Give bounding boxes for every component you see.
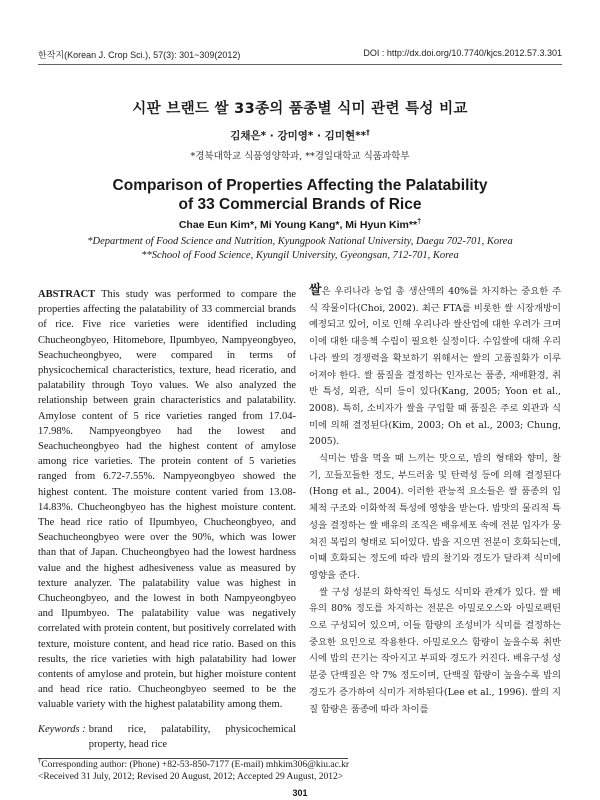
page-number: 301 (292, 788, 308, 798)
drop-cap: 쌀 (309, 283, 322, 298)
corresponding-mark: † (366, 127, 370, 137)
journal-citation: 한작지(Korean J. Crop Sci.), 57(3): 301~309(2012) (38, 50, 241, 60)
body-paragraph-1-text: 은 우리나라 농업 총 생산액의 40%를 차지하는 중요한 주식 작물이다(Choi, 2002). 최근 FTA를 비롯한 쌀 시장개방이 예정되고 있어, 이로 인해 우리나라 쌀산업에 대한 우려가 크며 이에 대한 대응책 수립이 필요한 실정이다. 수입쌀에 대해 우리나라 쌀의 경쟁력을 확보하기 위해서는 쌀의 고품질화가 이루어져야 한다. 쌀 품질을 결정하는 인자로는 품종, 재배환경, 취반 특성, 외관, 식미 등이 있다(Kang, 2005; Yoon et al., 2008). 특히, 소비자가 쌀을 구입할 때 품질은 주로 외관과 식미에 의해 결정된다(Kim, 2003; Oh et al., 2003; Chung, 2005). (309, 286, 561, 448)
english-authors (0, 216, 600, 231)
abstract-body (38, 287, 296, 713)
korean-affiliation: *경북대학교 식품영양학과, **경일대학교 식품과학부 (190, 151, 410, 162)
english-title-line2: of 33 Commercial Brands of Rice (178, 196, 422, 213)
english-author-names: Chae Eun Kim*, Mi Young Kang*, Mi Hyun Kim** (178, 219, 418, 231)
keywords-text: brand rice, palatability, physicochemical property, head rice (88, 723, 296, 750)
english-title-line1: Comparison of Properties Affecting the Palatability (112, 177, 488, 194)
keywords-label: Keywords : (38, 723, 86, 735)
english-title (0, 176, 600, 214)
footnote-received: <Received 31 July, 2012; Revised 20 August, 2012; Accepted 29 August, 2012> (38, 772, 344, 782)
introduction-column (309, 283, 561, 718)
abstract-column (38, 287, 296, 752)
korean-author-names: 김채은* · 강미영* · 김미현** (230, 130, 367, 142)
corresponding-mark-en: † (417, 216, 422, 226)
header-rule (38, 64, 562, 65)
english-affiliation-2: **School of Food Science, Kyungil University, Gyeongsan, 712-701, Korea (141, 250, 459, 261)
footnote-corresponding-text: Corresponding author: (Phone) +82-53-850-7177 (E-mail) mhkim306@kiu.ac.kr (41, 760, 350, 770)
body-paragraph-3: 쌀 구성 성분의 화학적인 특성도 식미와 관계가 있다. 쌀 배유의 80% 정도를 차지하는 전분은 아밀로오스와 아밀로펙틴으로 구성되어 있으며, 이들 함량의 조성비가 식미를 결정하는 중요한 요인으로 작용한다. 아밀로오스 함량이 높을수록 취반 시에 밥의 끈기는 작아지고 부피와 경도가 커진다. 배유구성 성분중 단백질은 약 7% 정도이며, 단백질 함량이 높을수록 밥의 경도가 증가하여 식미가 저하된다(Lee et al., 1996). 쌀의 지질 함량은 품종에 따라 차이를 (309, 586, 561, 715)
footnote-corresponding (38, 757, 350, 770)
korean-title: 시판 브랜드 쌀 33종의 품종별 식미 관련 특성 비교 (132, 101, 468, 117)
running-header (38, 48, 562, 62)
korean-authors (0, 128, 600, 143)
footnote-mark: † (38, 757, 42, 765)
doi-link[interactable]: DOI : http://dx.doi.org/10.7740/kjcs.2012.57.3.301 (363, 48, 562, 58)
body-paragraph-1 (309, 283, 561, 451)
abstract-heading: ABSTRACT (38, 289, 96, 300)
abstract-text: This study was performed to compare the properties affecting the palatability of 33 commercial brands of rice. Five rice varieties were identified including Chucheongbyeo, Hitomebore, Ilpumbyeo, Nampyeongbyeo, Seachucheongbyeo, were compared in terms of physicochemical characteristics, texture, head riceratio, and palatability through Toyo values. We also analyzed the relationship between grain characteristics and palatability. Amylose content of 5 rice varieties ranged from 17.04-17.98%. Nampyeongbyeo had the lowest and Seachucheongbyeo had the highest content of amylose among rice varieties. The protein content of 5 varieties ranged from 6.72-7.55%. Nampyeongbyeo showed the highest content. The moisture content varied from 13.08-14.83%. Chucheongbyeo has the highest moisture content. The head rice ratio of Ilpumbyeo, Chucheongbyeo, and Seachucheongbyeo were over the 90%, which was lower than that of Japan. Chucheongbyeo had the lowest hardness value and the highest adhesiveness value as measured by texture analyzer. The palatability value was highest in Chucheongbyeo, and the lowest in both Nampyeongbyeo and Ilpumbyeo. The palatability value was negatively correlated with protein content, but positively correlated with texture, moisture content, and head rice ratio. Based on this results, the rice varieties with high palatability had lower contents of amylose and protein, but higher moisture content and head rice ratio. Chucheongbyeo seemed to be the valuable variety with the highest palatability among them. (38, 289, 297, 711)
keywords (38, 722, 296, 752)
body-paragraph-2: 식미는 밥을 먹을 때 느끼는 맛으로, 밥의 형태와 향미, 찰기, 꼬들꼬들한 정도, 부드러움 및 탄력성 등에 의해 결정된다(Hong et al., 2004). 이러한 관능적 요소들은 쌀 품종의 입체적 구조와 이화학적 특성에 영향을 받는다. 밥맛의 물리적 특성을 결정하는 쌀 배유의 조직은 배유세포 속에 전분 입자가 뭉쳐진 복립의 형태로 되어있다. 밥을 지으면 전분이 호화되는데, 이때 호화되는 정도에 따라 밥의 찰기와 경도가 달라져 식미에 영향을 준다. (309, 453, 561, 581)
english-affiliation-1: *Department of Food Science and Nutrition, Kyungpook National University, Daegu 702-701, Korea (87, 236, 513, 247)
footnote-rule (38, 758, 348, 759)
